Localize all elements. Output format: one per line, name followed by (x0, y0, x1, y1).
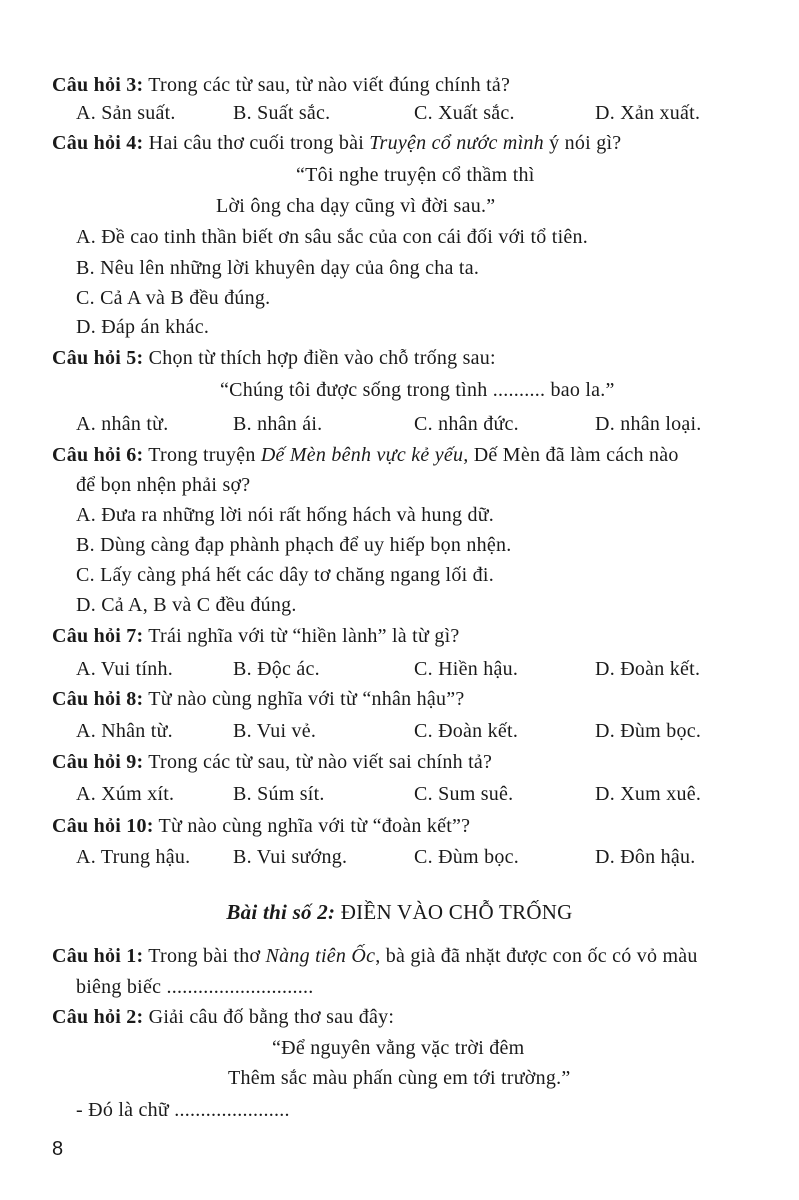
question-9 (52, 750, 492, 774)
option-b: B. Nêu lên những lời khuyên dạy của ông cha ta. (76, 257, 480, 279)
option-b: B. Vui vẻ. (233, 720, 317, 742)
option-a: A. Nhân từ. (76, 720, 173, 742)
question-label: Câu hỏi 3: (52, 74, 144, 96)
question-text: Chọn từ thích hợp điền vào chỗ trống sau: (143, 347, 496, 369)
option-d: D. Đôn hậu. (595, 846, 696, 868)
question-text: Giải câu đố bằng thơ sau đây: (143, 1006, 395, 1028)
verse-line: “Tôi nghe truyện cổ thầm thì (296, 164, 535, 186)
question-text: Từ nào cùng nghĩa với từ “đoàn kết”? (153, 815, 471, 837)
option-c: C. nhân đức. (414, 413, 519, 435)
question-3 (52, 73, 510, 97)
question-label: Câu hỏi 9: (52, 751, 144, 773)
question-text: Trong các từ sau, từ nào viết đúng chính tả? (143, 74, 511, 96)
quote-line: “Chúng tôi được sống trong tình .......... bao la.” (220, 379, 615, 401)
option-b: B. Độc ác. (233, 658, 320, 680)
section-heading (0, 900, 799, 924)
question-text: , bà già đã nhặt được con ốc có vỏ màu (375, 945, 698, 967)
option-a: A. Vui tính. (76, 658, 173, 680)
question-label: Câu hỏi 1: (52, 945, 144, 967)
verse-line: Thêm sắc màu phấn cùng em tới trường.” (228, 1067, 571, 1089)
question-10 (52, 814, 470, 838)
option-a: A. Sản suất. (76, 102, 176, 124)
option-d: D. Đoàn kết. (595, 658, 701, 680)
question-text: Trái nghĩa với từ “hiền lành” là từ gì? (143, 625, 460, 647)
question-text: Từ nào cùng nghĩa với từ “nhân hậu”? (143, 688, 465, 710)
option-d: D. Đùm bọc. (595, 720, 702, 742)
option-b: B. Dùng càng đạp phành phạch để uy hiếp bọn nhện. (76, 534, 512, 556)
page-number: 8 (52, 1138, 64, 1160)
option-b: B. Suất sắc. (233, 102, 331, 124)
question-text: Trong các từ sau, từ nào viết sai chính tả? (143, 751, 493, 773)
question-continuation: để bọn nhện phải sợ? (76, 474, 251, 496)
option-c: C. Đùm bọc. (414, 846, 519, 868)
option-d: D. Xum xuê. (595, 783, 702, 805)
question-label: Câu hỏi 8: (52, 688, 144, 710)
question-label: Câu hỏi 2: (52, 1006, 144, 1028)
question-8 (52, 687, 464, 711)
option-c: C. Hiền hậu. (414, 658, 519, 680)
poem-title: Truyện cổ nước mình (369, 132, 544, 154)
question-text: Dế Mèn đã làm cách nào (468, 444, 679, 466)
question-label: Câu hỏi 7: (52, 625, 144, 647)
heading-prefix: Bài thi số 2: (226, 900, 336, 924)
verse-line: “Để nguyên vằng vặc trời đêm (272, 1037, 525, 1059)
fill-blank-line: biêng biếc ............................ (76, 976, 314, 998)
heading-text: ĐIỀN VÀO CHỖ TRỐNG (335, 900, 573, 924)
verse-line: Lời ông cha dạy cũng vì đời sau.” (216, 195, 496, 217)
question-label: Câu hỏi 10: (52, 815, 154, 837)
question-text: Hai câu thơ cuối trong bài (143, 132, 370, 154)
question-7 (52, 624, 460, 648)
question-5 (52, 346, 496, 370)
question-text: Trong bài thơ (143, 945, 266, 967)
question-4 (52, 131, 621, 155)
option-d: D. nhân loại. (595, 413, 702, 435)
option-b: B. nhân ái. (233, 413, 323, 435)
question-text: ý nói gì? (543, 132, 622, 154)
option-a: A. Xúm xít. (76, 783, 175, 805)
question-6 (52, 443, 679, 467)
question-label: Câu hỏi 6: (52, 444, 144, 466)
option-c: C. Đoàn kết. (414, 720, 519, 742)
fill-question-2 (52, 1005, 394, 1029)
option-d: D. Cả A, B và C đều đúng. (76, 594, 297, 616)
option-d: D. Xản xuất. (595, 102, 701, 124)
option-b: B. Vui sướng. (233, 846, 348, 868)
option-a: A. nhân từ. (76, 413, 169, 435)
option-c: C. Xuất sắc. (414, 102, 515, 124)
option-c: C. Sum suê. (414, 783, 514, 805)
option-b: B. Súm sít. (233, 783, 325, 805)
option-c: C. Lấy càng phá hết các dây tơ chăng ngang lối đi. (76, 564, 494, 586)
option-a: A. Đưa ra những lời nói rất hống hách và hung dữ. (76, 504, 495, 526)
option-a: A. Đề cao tinh thần biết ơn sâu sắc của con cái đối với tổ tiên. (76, 226, 589, 248)
option-d: D. Đáp án khác. (76, 316, 210, 338)
question-label: Câu hỏi 5: (52, 347, 144, 369)
story-title: Dế Mèn bênh vực kẻ yếu, (260, 444, 469, 466)
poem-title: Nàng tiên Ốc (265, 945, 376, 967)
option-a: A. Trung hậu. (76, 846, 191, 868)
option-c: C. Cả A và B đều đúng. (76, 287, 271, 309)
question-label: Câu hỏi 4: (52, 132, 144, 154)
question-text: Trong truyện (143, 444, 261, 466)
fill-question-1 (52, 944, 698, 968)
fill-blank-line: - Đó là chữ ...................... (76, 1099, 290, 1121)
